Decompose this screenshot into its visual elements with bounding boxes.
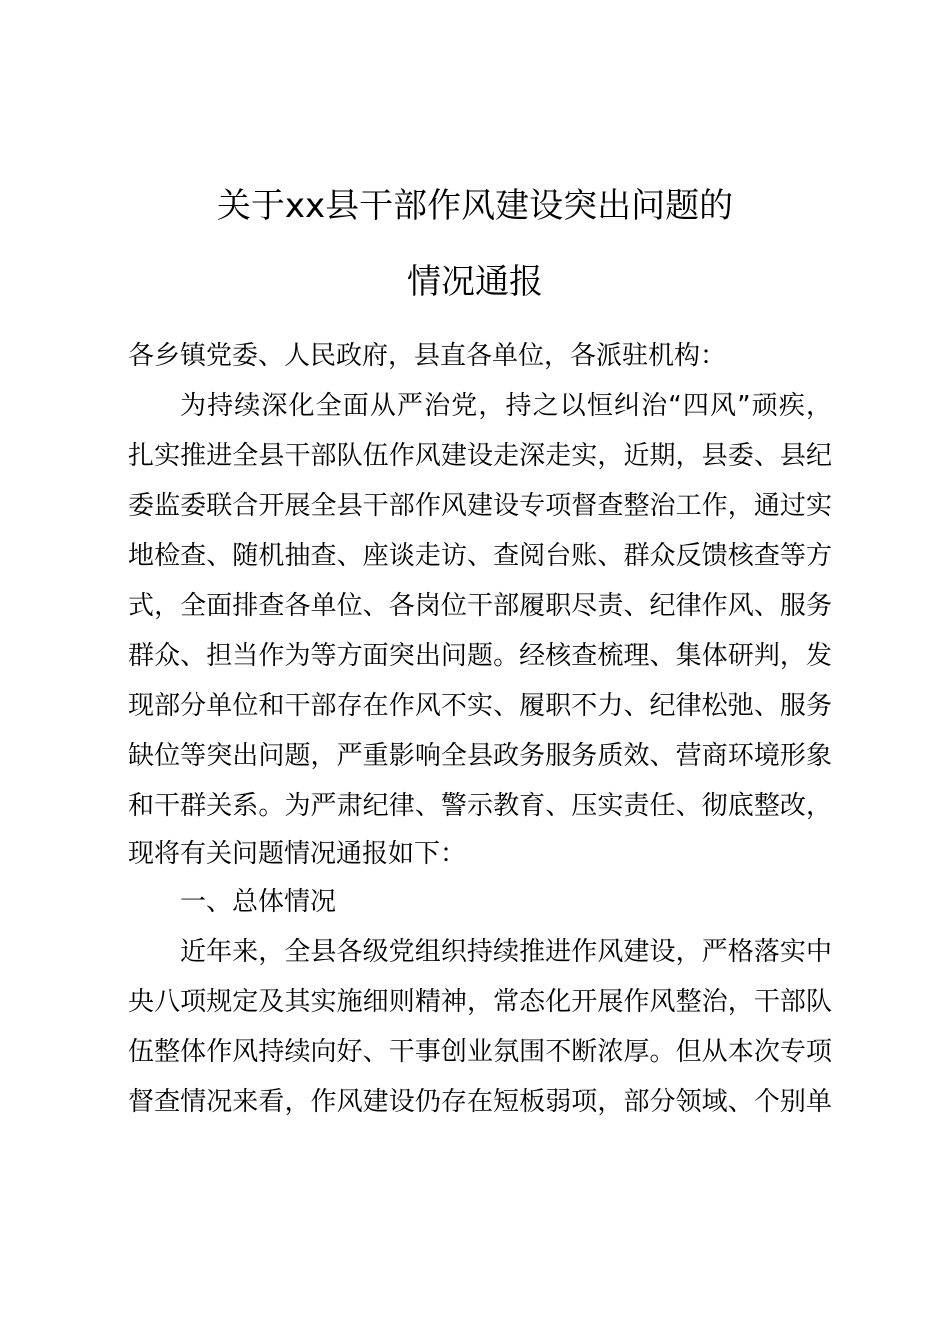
document-title-line-2: 情况通报: [407, 262, 543, 302]
paragraph-2-line: 督查情况来看，作风建设仍存在短板弱项，部分领域、个别单: [128, 1087, 832, 1117]
paragraph-1-line: 式，全面排查各单位、各岗位干部履职尽责、纪律作风、服务: [128, 591, 832, 621]
salutation: 各乡镇党委、人民政府，县直各单位，各派驻机构：: [128, 341, 727, 371]
paragraph-2-line: 近年来，全县各级党组织持续推进作风建设，严格落实中: [180, 937, 832, 967]
paragraph-1-line: 现部分单位和干部存在作风不实、履职不力、纪律松弛、服务: [128, 691, 832, 721]
paragraph-2-line: 伍整体作风持续向好、干事创业氛围不断浓厚。但从本次专项: [128, 1037, 832, 1067]
paragraph-1-line: 为持续深化全面从严治党，持之以恒纠治“四风”顽疾，: [180, 391, 832, 421]
paragraph-2-line: 央八项规定及其实施细则精神，常态化开展作风整治，干部队: [128, 987, 832, 1017]
paragraph-1-line: 地检查、随机抽查、座谈走访、查阅台账、群众反馈核查等方: [128, 541, 832, 571]
paragraph-1-line: 扎实推进全县干部队伍作风建设走深走实，近期，县委、县纪: [128, 441, 832, 471]
document-title-line-1: 关于xx县干部作风建设突出问题的: [216, 186, 734, 226]
paragraph-1-line: 和干群关系。为严肃纪律、警示教育、压实责任、彻底整改，: [128, 791, 832, 821]
paragraph-1-line: 缺位等突出问题，严重影响全县政务服务质效、营商环境形象: [128, 741, 832, 771]
paragraph-1-line: 现将有关问题情况通报如下：: [128, 839, 467, 869]
section-1-heading: 一、总体情况: [180, 887, 337, 917]
paragraph-1-line: 委监委联合开展全县干部作风建设专项督查整治工作，通过实: [128, 491, 832, 521]
paragraph-1-line: 群众、担当作为等方面突出问题。经核查梳理、集体研判，发: [128, 641, 832, 671]
